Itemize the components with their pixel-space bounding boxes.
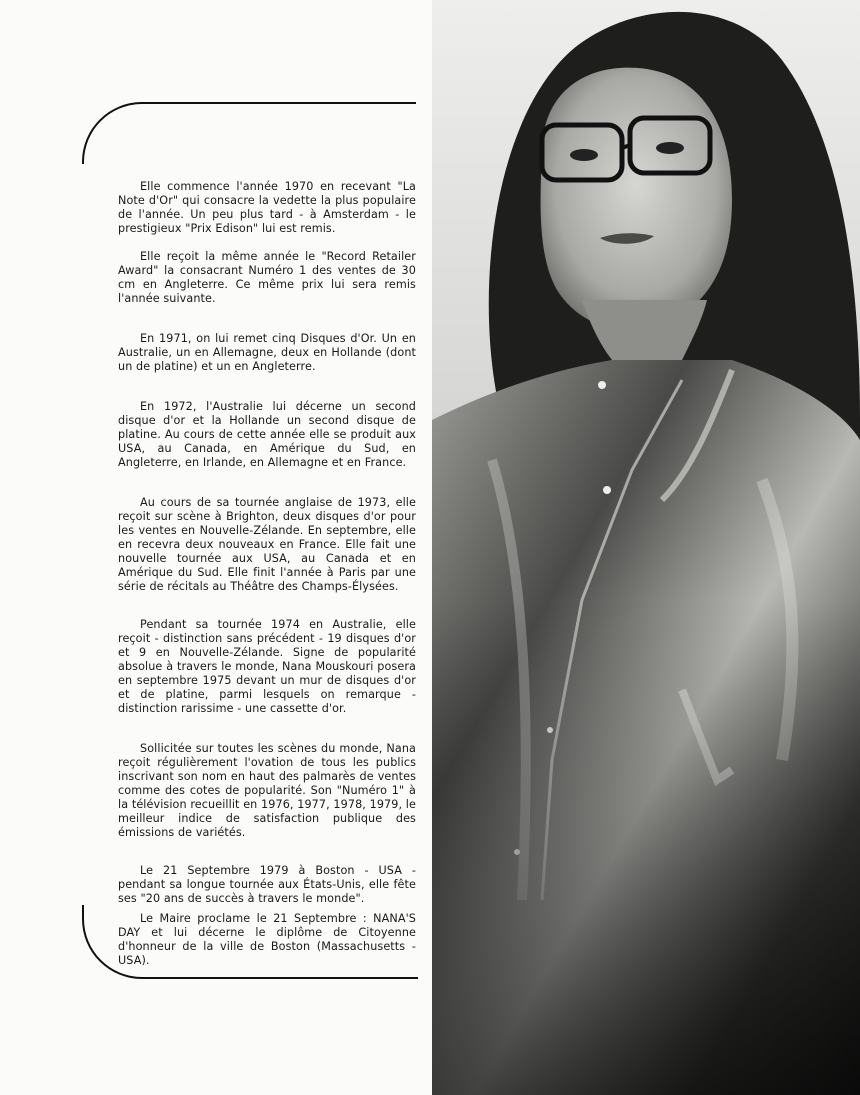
paragraph-1973: Au cours de sa tournée anglaise de 1973, elle reçoit sur scène à Brighton, deux disques d'or pour les ventes en Nouvelle-Zélande. En septembre, elle en recevra deux nouveaux en France. Elle fait une nouvelle tournée aux USA, au Canada et en Amérique du Sud. Elle finit l'année à Paris par une série de récitals au Théâtre des Champs-Élysées. — [118, 496, 416, 593]
paragraph-1970: Elle commence l'année 1970 en recevant "La Note d'Or" qui consacre la vedette la plus populaire de l'année. Un peu plus tard - à Amsterdam - le prestigieux "Prix Edison" lui est remis. — [118, 180, 416, 235]
biography-text — [118, 180, 416, 968]
paragraph-boston: Le 21 Septembre 1979 à Boston - USA - pendant sa longue tournée aux États-Unis, elle fête ses "20 ans de succès à travers le monde". — [118, 864, 416, 905]
paragraph-1972: En 1972, l'Australie lui décerne un second disque d'or et la Hollande un second disque de platine. Au cours de cette année elle se produit aux USA, au Canada, en Amérique du Sud, en Angleterre, en Irlande, en Allemagne et en France. — [118, 400, 416, 469]
paragraph-popularity: Sollicitée sur toutes les scènes du monde, Nana reçoit régulièrement l'ovation de tous les publics inscrivant son nom en haut des palmarès de ventes comme des cotes de popularité. Son "Numéro 1" à la télévision recueillit en 1976, 1977, 1978, 1979, le meilleur indice de satisfaction publique des émissions de variétés. — [118, 742, 416, 839]
paragraph-record-retailer: Elle reçoit la même année le "Record Retailer Award" la consacrant Numéro 1 des ventes de 30 cm en Angleterre. Ce même prix lui sera remis l'année suivante. — [118, 250, 416, 305]
frame-corner-top — [82, 102, 416, 164]
paragraph-1974: Pendant sa tournée 1974 en Australie, elle reçoit - distinction sans précédent - 19 disques d'or et 9 en Nouvelle-Zélande. Signe de popularité absolue à travers le monde, Nana Mouskouri posera en septembre 1975 devant un mur de disques d'or et de platine, parmi lesquels on remarque - distinction rarissime - une cassette d'or. — [118, 618, 416, 715]
portrait-photo — [432, 0, 860, 1095]
paragraph-1971: En 1971, on lui remet cinq Disques d'Or. Un en Australie, un en Allemagne, deux en Hollande (dont un de platine) et un en Angleterre. — [118, 332, 416, 373]
paragraph-nanas-day: Le Maire proclame le 21 Septembre : NANA'S DAY et lui décerne le diplôme de Citoyenne d'honneur de la ville de Boston (Massachusetts - USA). — [118, 912, 416, 967]
